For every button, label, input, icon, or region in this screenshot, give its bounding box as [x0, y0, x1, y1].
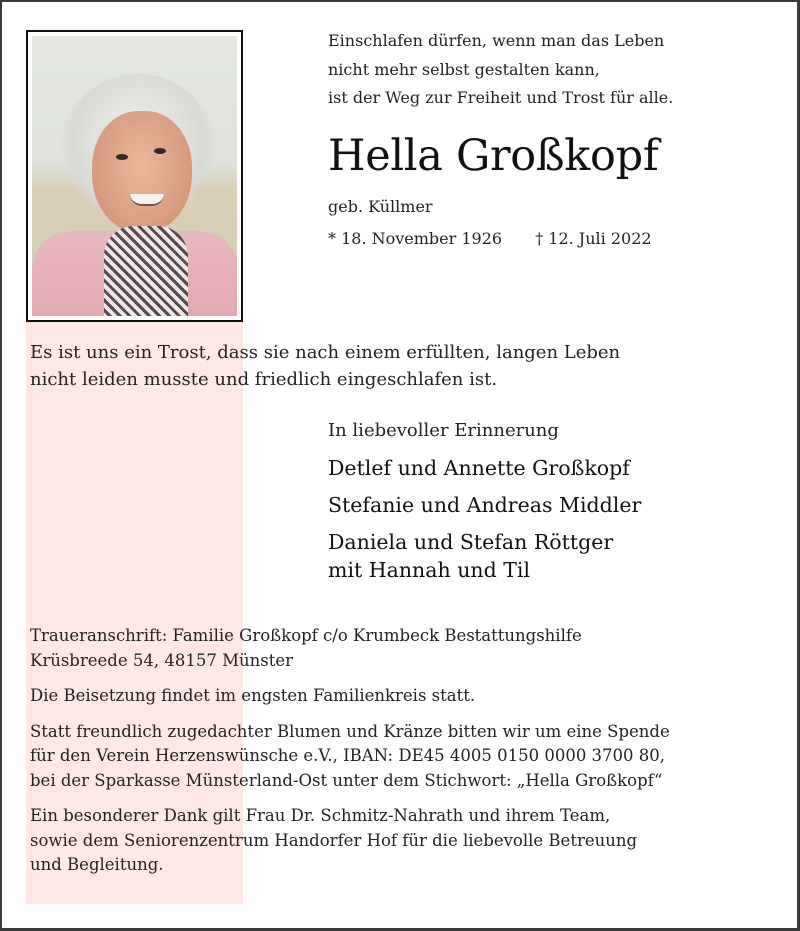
photo-face	[92, 111, 192, 233]
consolation-line: Es ist uns ein Trost, dass sie nach einem erfüllten, langen Leben	[30, 342, 621, 363]
deceased-name: Hella Großkopf	[328, 131, 659, 181]
portrait-photo	[32, 36, 237, 316]
funeral-notice	[30, 684, 670, 709]
quote-line: nicht mehr selbst gestalten kann,	[328, 59, 600, 79]
funeral-line: Die Beisetzung findet im engsten Familienkreis statt.	[30, 686, 476, 705]
details-section	[30, 624, 670, 889]
address-line: Traueranschrift: Familie Großkopf c/o Krumbeck Bestattungshilfe	[30, 626, 582, 645]
mourner-line: Detlef und Annette Großkopf	[328, 456, 630, 480]
address-line: Krüsbreede 54, 48157 Münster	[30, 650, 293, 670]
mourning-address	[30, 624, 670, 673]
consolation-line: nicht leiden musste und friedlich eingeschlafen ist.	[30, 369, 498, 390]
quote-line: Einschlafen dürfen, wenn man das Leben	[328, 31, 665, 50]
donation-line: bei der Sparkasse Münsterland-Ost unter dem Stichwort: „Hella Großkopf“	[30, 770, 663, 790]
quote-line: ist der Weg zur Freiheit und Trost für alle.	[328, 88, 674, 107]
death-date: † 12. Juli 2022	[535, 229, 652, 248]
mourner-line: Stefanie und Andreas Middler	[328, 493, 642, 517]
thanks-line: Ein besonderer Dank gilt Frau Dr. Schmitz-Nahrath und ihrem Team,	[30, 806, 611, 825]
photo-blouse	[104, 226, 188, 316]
mourner-line: mit Hannah und Til	[328, 558, 531, 582]
mourners-list	[328, 454, 641, 588]
donation-notice	[30, 720, 670, 794]
thanks-notice	[30, 804, 670, 878]
memory-heading: In liebevoller Erinnerung	[328, 420, 559, 441]
maiden-name: geb. Küllmer	[328, 197, 433, 216]
mourner-entry	[328, 491, 641, 528]
donation-line: für den Verein Herzenswünsche e.V., IBAN: DE45 4005 0150 0000 3700 80,	[30, 746, 666, 765]
thanks-line: sowie dem Seniorenzentrum Handorfer Hof für die liebevolle Betreuung	[30, 830, 638, 850]
birth-date: * 18. November 1926	[328, 229, 503, 248]
mourner-entry	[328, 454, 641, 491]
mourner-entry	[328, 528, 641, 588]
opening-quote	[328, 27, 673, 113]
consolation-text	[30, 339, 620, 393]
thanks-line: und Begleitung.	[30, 855, 164, 874]
donation-line: Statt freundlich zugedachter Blumen und Kränze bitten wir um eine Spende	[30, 721, 670, 741]
photo-eye-right	[154, 148, 166, 154]
life-dates	[328, 227, 652, 251]
photo-eye-left	[116, 154, 128, 160]
mourner-line: Daniela und Stefan Röttger	[328, 530, 614, 554]
portrait-frame	[26, 30, 243, 322]
